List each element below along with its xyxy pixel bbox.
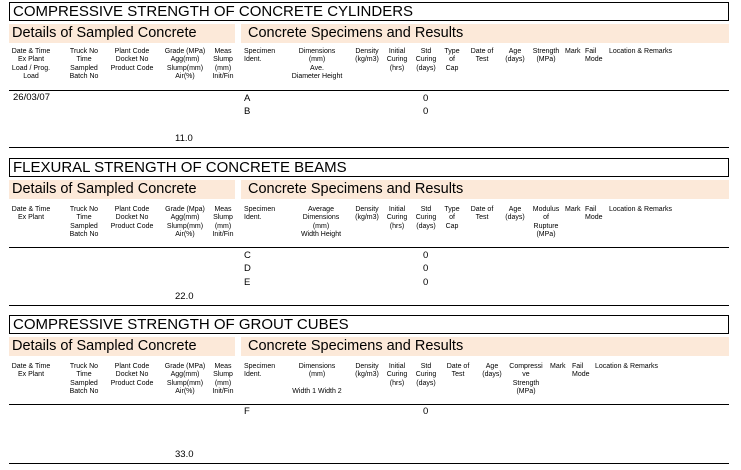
right-heading: Concrete Specimens and Results bbox=[248, 25, 464, 41]
col-fail-mode: Fail Mode bbox=[572, 363, 590, 379]
col-initial-curing: Initial Curing (hrs) bbox=[386, 48, 408, 72]
col-truck: Truck No Time Sampled Batch No bbox=[69, 363, 99, 395]
col-initial-curing: Initial Curing (hrs) bbox=[386, 363, 408, 387]
section-title: FLEXURAL STRENGTH OF CONCRETE BEAMS bbox=[9, 158, 729, 177]
col-specimen: Specimen Ident. bbox=[244, 48, 276, 64]
right-heading: Concrete Specimens and Results bbox=[248, 181, 464, 197]
grade-value: 33.0 bbox=[175, 449, 194, 460]
col-dimensions: Dimensions (mm) Width 1 Width 2 bbox=[292, 363, 342, 395]
col-date: Date & Time Ex Plant Load / Prog. Load bbox=[11, 48, 51, 80]
col-fail-mode: Fail Mode bbox=[585, 206, 603, 222]
grade-value: 22.0 bbox=[175, 291, 194, 302]
section-end-rule bbox=[9, 305, 729, 306]
col-grade: Grade (Mpa) Agg(mm) Slump(mm) Air(%) bbox=[165, 206, 205, 238]
col-std-curing: Std Curing (days) bbox=[415, 48, 437, 72]
date-value: 26/03/07 bbox=[13, 92, 50, 103]
grade-value: 11.0 bbox=[175, 133, 193, 144]
specimen-id: E bbox=[244, 277, 251, 288]
col-initial-curing: Initial Curing (hrs) bbox=[386, 206, 408, 230]
col-specimen: Specimen Ident. bbox=[244, 206, 276, 222]
col-location: Location & Remarks bbox=[609, 206, 673, 213]
col-density: Density (kg/m3) bbox=[355, 48, 379, 64]
heading-band bbox=[9, 24, 729, 43]
col-compressive-strength: Compressi ve Strength (MPa) bbox=[509, 363, 543, 395]
col-dimensions: Dimensions (mm) Ave. Diameter Height bbox=[291, 48, 343, 80]
section-end-rule bbox=[9, 147, 729, 148]
section-title: COMPRESSIVE STRENGTH OF CONCRETE CYLINDERS bbox=[9, 2, 729, 21]
std-curing-value: 0 bbox=[423, 406, 429, 417]
heading-band bbox=[9, 180, 729, 199]
std-curing-value: 0 bbox=[423, 93, 429, 104]
col-dimensions: Average Dimensions (mm) Width Height bbox=[300, 206, 342, 238]
col-location: Location & Remarks bbox=[609, 48, 673, 55]
col-std-curing: Std Curing (days) bbox=[415, 363, 437, 387]
specimen-id: C bbox=[244, 250, 251, 261]
col-modulus: Modulus of Rupture (MPa) bbox=[532, 206, 560, 238]
std-curing-value: 0 bbox=[423, 250, 429, 261]
col-truck: Truck No Time Sampled Batch No bbox=[69, 48, 99, 80]
col-meas: Meas Slump (mm) Init/Fin bbox=[212, 206, 234, 238]
col-age: Age (days) bbox=[505, 206, 525, 222]
header-rule bbox=[9, 90, 729, 91]
col-truck: Truck No Time Sampled Batch No bbox=[69, 206, 99, 238]
col-cap: Type of Cap bbox=[444, 48, 460, 72]
specimen-id: B bbox=[244, 106, 251, 117]
col-plant: Plant Code Docket No Product Code bbox=[110, 363, 154, 387]
std-curing-value: 0 bbox=[423, 263, 429, 274]
col-location: Location & Remarks bbox=[595, 363, 659, 370]
col-test-date: Date of Test bbox=[470, 48, 494, 64]
specimen-id: A bbox=[244, 93, 251, 104]
heading-band bbox=[9, 337, 729, 356]
std-curing-value: 0 bbox=[423, 106, 429, 117]
specimen-id: F bbox=[244, 406, 250, 417]
col-grade: Grade (MPa) Agg(mm) Slump(mm) Air(%) bbox=[164, 363, 206, 395]
section-end-rule bbox=[9, 463, 729, 464]
col-age: Age (days) bbox=[482, 363, 502, 379]
col-date: Date & Time Ex Plant bbox=[11, 206, 51, 222]
section-title: COMPRESSIVE STRENGTH OF GROUT CUBES bbox=[9, 315, 729, 334]
col-meas: Meas Slump (mm) Init/Fin bbox=[212, 363, 234, 395]
col-plant: Plant Code Docket No Product Code bbox=[110, 48, 154, 72]
col-std-curing: Std Curing (days) bbox=[415, 206, 437, 230]
left-heading: Details of Sampled Concrete bbox=[12, 338, 197, 354]
col-date: Date & Time Ex Plant bbox=[11, 363, 51, 379]
header-rule bbox=[9, 404, 729, 405]
specimen-id: D bbox=[244, 263, 251, 274]
col-test-date: Date of Test bbox=[446, 363, 470, 379]
col-test-date: Date of Test bbox=[470, 206, 494, 222]
col-meas: Meas Slump (mm) Init/Fin bbox=[212, 48, 234, 80]
col-density: Density (kg/m3) bbox=[355, 206, 379, 222]
header-rule bbox=[9, 247, 729, 248]
col-plant: Plant Code Docket No Product Code bbox=[110, 206, 154, 230]
col-grade: Grade (MPa) Agg(mm) Slump(mm) Air(%) bbox=[164, 48, 206, 80]
col-fail-mode: Fail Mode bbox=[585, 48, 603, 64]
col-cap: Type of Cap bbox=[444, 206, 460, 230]
col-mark: Mark bbox=[565, 48, 581, 55]
col-strength: Strength (MPa) bbox=[532, 48, 560, 64]
col-density: Density (kg/m3) bbox=[355, 363, 379, 379]
std-curing-value: 0 bbox=[423, 277, 429, 288]
col-mark: Mark bbox=[550, 363, 566, 370]
col-specimen: Specimen Ident. bbox=[244, 363, 276, 379]
left-heading: Details of Sampled Concrete bbox=[12, 25, 197, 41]
col-mark: Mark bbox=[565, 206, 581, 213]
right-heading: Concrete Specimens and Results bbox=[248, 338, 464, 354]
col-age: Age (days) bbox=[505, 48, 525, 64]
left-heading: Details of Sampled Concrete bbox=[12, 181, 197, 197]
